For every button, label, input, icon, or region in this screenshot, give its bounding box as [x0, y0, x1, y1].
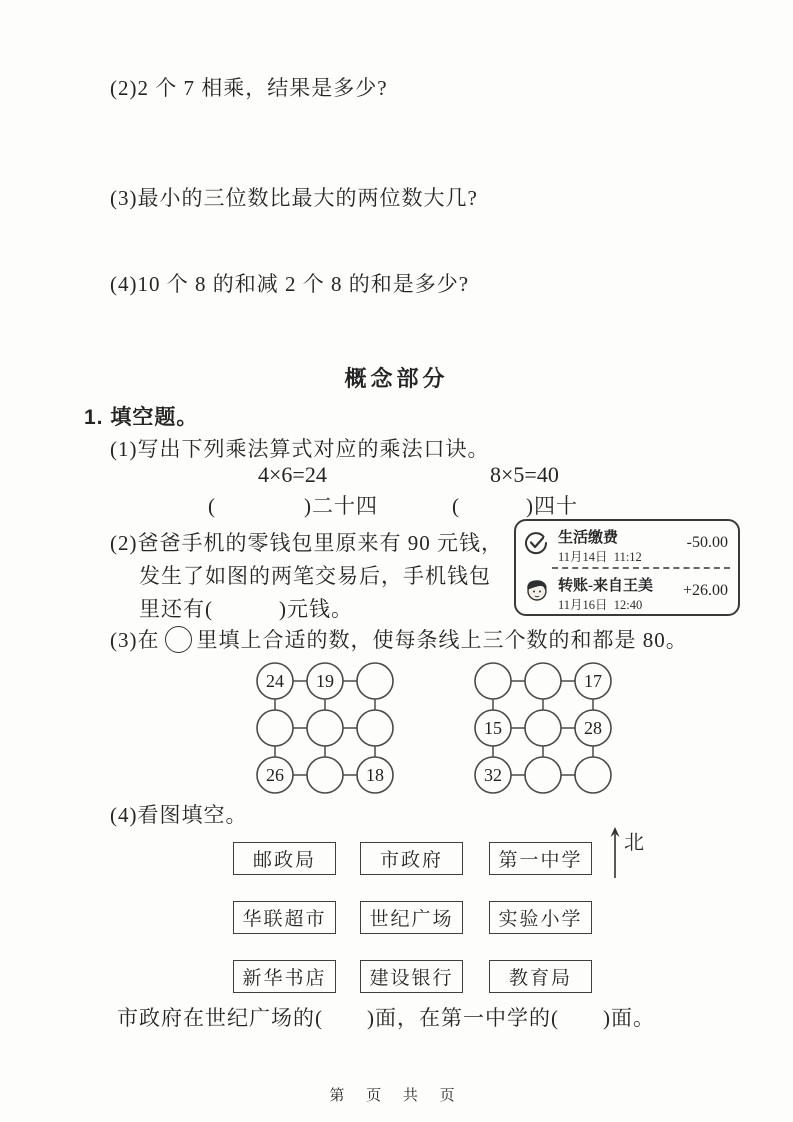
- part3-prompt: [110, 624, 688, 654]
- problem-q3: (3)最小的三位数比最大的两位数大几?: [110, 186, 478, 210]
- section-heading: 概念部分: [344, 366, 449, 391]
- avatar-icon: [523, 576, 550, 608]
- building-box: 华联超市: [233, 901, 336, 934]
- grid-cell-value: 28: [584, 718, 602, 738]
- building-box: 教育局: [489, 960, 592, 993]
- question1-label: 1. 填空题。: [84, 406, 199, 429]
- answer-blank-right: ( )四十: [452, 494, 578, 518]
- part3-suffix: 里填上合适的数，使每条线上三个数的和都是 80。: [196, 628, 688, 652]
- building-box: 建设银行: [360, 960, 463, 993]
- transaction-amount: -50.00: [686, 534, 728, 551]
- part2-line2: 发生了如图的两笔交易后，手机钱包: [139, 564, 491, 588]
- grid-cell-value: 19: [316, 671, 334, 691]
- transaction-row: [516, 569, 738, 615]
- north-arrow-icon: [604, 826, 622, 884]
- problem-q2: (2)2 个 7 相乘，结果是多少?: [110, 76, 388, 100]
- answer-blank-left: ( )二十四: [208, 494, 378, 518]
- building-box: 邮政局: [233, 842, 336, 875]
- wallet-transactions-card: [514, 519, 740, 616]
- grid-cell-value: 15: [484, 718, 502, 738]
- grid-cell-value: 32: [484, 765, 502, 785]
- building-box: 实验小学: [489, 901, 592, 934]
- transaction-row: [516, 521, 738, 567]
- building-box: 第一中学: [489, 842, 592, 875]
- grid-cell-value: 24: [266, 671, 284, 691]
- problem-q4: (4)10 个 8 的和减 2 个 8 的和是多少?: [110, 272, 470, 296]
- grid-cell-value: 17: [584, 671, 602, 691]
- part4-question: 市政府在世纪广场的( )面，在第一中学的( )面。: [117, 1006, 655, 1030]
- number-grid-left: [250, 656, 400, 800]
- page-footer: 第 页 共 页: [329, 1088, 464, 1104]
- grid-cell-value: 26: [266, 765, 284, 785]
- part2-line3: 里还有( )元钱。: [139, 597, 353, 621]
- building-box: 新华书店: [233, 960, 336, 993]
- equation-right: 8×5=40: [490, 462, 559, 487]
- grid-cell-value: 18: [366, 765, 384, 785]
- transaction-title: 生活缴费: [558, 530, 619, 546]
- payment-check-icon: [523, 530, 549, 561]
- equation-left: 4×6=24: [258, 462, 327, 487]
- part4-prompt: (4)看图填空。: [110, 803, 248, 827]
- transaction-datetime: 11月16日 12:40: [558, 598, 643, 612]
- transaction-title: 转账-来自王美: [558, 578, 653, 594]
- north-label: 北: [624, 832, 644, 854]
- transaction-amount: +26.00: [682, 582, 728, 599]
- part2-line1: (2)爸爸手机的零钱包里原来有 90 元钱，: [110, 531, 503, 555]
- north-indicator: [604, 826, 664, 886]
- building-box: 世纪广场: [360, 901, 463, 934]
- part3-prefix: (3)在: [110, 628, 160, 652]
- part1-prompt: (1)写出下列乘法算式对应的乘法口诀。: [110, 437, 490, 461]
- number-grid-right: [468, 656, 618, 800]
- building-box: 市政府: [360, 842, 463, 875]
- transaction-datetime: 11月14日 11:12: [558, 550, 642, 564]
- blank-circle-icon: [165, 626, 192, 653]
